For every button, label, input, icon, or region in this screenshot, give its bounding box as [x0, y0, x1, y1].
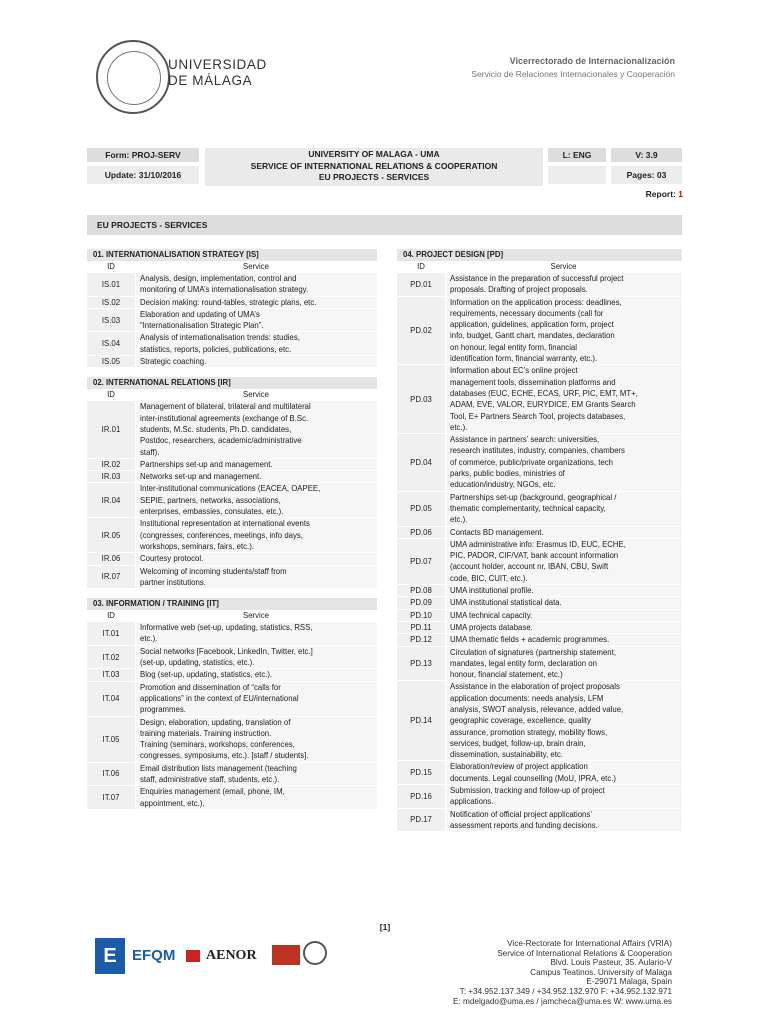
- service-description-line: staff).: [140, 447, 160, 457]
- service-id: IS.02: [87, 297, 135, 308]
- service-description-line: thematic complementarity, technical capacity,: [450, 503, 606, 513]
- service-description-line: application, guidelines, application form, project: [450, 320, 614, 330]
- service-description-line: UMA technical capacity.: [450, 610, 533, 620]
- service-id: IR.01: [87, 401, 135, 457]
- service-id: IT.02: [87, 646, 135, 669]
- service-description-line: Institutional representation at international events: [140, 519, 310, 529]
- service-column-header: Service: [243, 262, 269, 271]
- service-description: [136, 622, 377, 645]
- service-description-line: Partnerships set-up (background, geographical /: [450, 492, 617, 502]
- service-description-line: applications.: [450, 797, 494, 807]
- service-description-line: code, BIC, CUIT, etc.).: [450, 573, 528, 583]
- page-number: [1]: [379, 922, 391, 932]
- service-id: IT.07: [87, 786, 135, 809]
- service-description-line: inter-institutional agreements (exchange of B.Sc.: [140, 413, 309, 423]
- service-description: [446, 273, 682, 296]
- table-row: [397, 491, 682, 526]
- service-description-line: analysis, SWOT analysis, relevance, added value,: [450, 704, 624, 714]
- service-description-line: staff, administrative staff, students, etc.).: [140, 774, 280, 784]
- table-row: [87, 762, 377, 786]
- service-description: [446, 622, 682, 633]
- service-description-line: etc.).: [450, 515, 468, 525]
- service-description-line: Design, elaboration, updating, translation of: [140, 717, 291, 727]
- service-description-line: Decision making: round-tables, strategic plans, etc.: [140, 297, 317, 307]
- certification-logo: [272, 945, 300, 965]
- service-description: [446, 297, 682, 365]
- service-description: [446, 785, 682, 808]
- section-title: 04. PROJECT DESIGN [PD]: [397, 249, 682, 261]
- service-id: IT.06: [87, 763, 135, 786]
- table-row: [87, 668, 377, 680]
- service-description-line: services, budget, follow-up, brain drain,: [450, 738, 586, 748]
- table-row: [87, 308, 377, 332]
- service-section: [87, 377, 377, 588]
- service-description-line: Courtesy protocol.: [140, 554, 204, 564]
- service-description-line: Enquiries management (email, phone, IM,: [140, 787, 285, 797]
- service-description: [136, 786, 377, 809]
- service-description-line: ADAM, EVE, VALOR, EURYDICE, EM Grants Search: [450, 400, 636, 410]
- table-row: [87, 458, 377, 470]
- service-id: IR.03: [87, 471, 135, 482]
- service-description-line: Training (seminars, workshops, conferences,: [140, 740, 295, 750]
- service-description-line: enterprises, embassies, consulates, etc.).: [140, 507, 284, 517]
- service-id: IT.04: [87, 682, 135, 716]
- service-description-line: UMA administrative info: Erasmus ID, EUC, ECHE,: [450, 539, 626, 549]
- footer-address: [453, 939, 672, 1006]
- table-row: [87, 482, 377, 517]
- service-description-line: proposals. Drafting of project proposals.: [450, 285, 588, 295]
- university-seal: [96, 40, 170, 114]
- service-description: [446, 597, 682, 608]
- section-title: 01. INTERNATIONALISATION STRATEGY [IS]: [87, 249, 377, 261]
- table-row: [397, 272, 682, 296]
- service-description-line: (account holder, account nr, IBAN, CBU, Swift: [450, 562, 609, 572]
- service-section: [397, 249, 682, 831]
- service-description-line: etc.).: [450, 422, 468, 432]
- service-description-line: research institutes, industry, companies, chambers: [450, 446, 625, 456]
- service-section: [87, 598, 377, 809]
- table-row: [397, 621, 682, 633]
- service-description-line: applications” in the context of EU/international: [140, 693, 299, 703]
- table-row: [87, 785, 377, 809]
- service-description-line: Elaboration/review of project application: [450, 762, 588, 772]
- university-name-line2: DE MÁLAGA: [168, 73, 253, 88]
- service-description-line: documents. Legal counselling (MoU, IPRA, etc.): [450, 773, 616, 783]
- service-id: PD.09: [397, 597, 445, 608]
- service-description-line: Postdoc, researchers, academic/administrative: [140, 436, 302, 446]
- service-description-line: geographic coverage, excellence, quality: [450, 716, 591, 726]
- service-description: [446, 585, 682, 596]
- service-id: PD.16: [397, 785, 445, 808]
- id-column-header: ID: [107, 262, 115, 271]
- column-header-row: [397, 261, 682, 272]
- service-id: IS.04: [87, 332, 135, 355]
- service-description-line: Submission, tracking and follow-up of project: [450, 786, 605, 796]
- service-description-line: databases (EUC, ECHE, ECAS, URF, PIC, EMT, MT+,: [450, 388, 638, 398]
- service-id: IT.03: [87, 669, 135, 680]
- service-description-line: students, M.Sc. students, Ph.D. candidates,: [140, 424, 292, 434]
- service-description: [136, 669, 377, 680]
- service-description-line: Partnerships set-up and management.: [140, 459, 273, 469]
- footer-line: T: +34.952.137.349 / +34.952.132.970 F: +34.952.132.971: [459, 986, 672, 996]
- service-id: PD.11: [397, 622, 445, 633]
- service-description-line: Assistance in the elaboration of project proposals: [450, 682, 620, 692]
- service-section: [87, 249, 377, 367]
- service-description-line: Assistance in the preparation of successful project: [450, 274, 624, 283]
- section-title: 03. INFORMATION / TRAINING [IT]: [87, 598, 377, 610]
- service-description: [136, 646, 377, 669]
- update-date: Update: 31/10/2016: [87, 166, 199, 184]
- footer-line: Blvd. Louis Pasteur, 35. Aulario-V: [550, 958, 672, 968]
- table-row: [397, 633, 682, 645]
- service-description: [446, 647, 682, 681]
- service-id: IT.01: [87, 622, 135, 645]
- service-description-line: Blog (set-up, updating, statistics, etc.).: [140, 670, 273, 680]
- service-description-line: Informative web (set-up, updating, statistics, RSS,: [140, 623, 313, 633]
- table-row: [87, 296, 377, 308]
- footer-line: E: mdelgado@uma.es / jamcheca@uma.es W: www.uma.es: [453, 996, 672, 1006]
- service-description: [136, 553, 377, 564]
- table-row: [397, 760, 682, 784]
- table-row: [397, 364, 682, 433]
- service-id: PD.04: [397, 434, 445, 490]
- service-description: [446, 634, 682, 645]
- servicio-title: Servicio de Relaciones Internacionales y Cooperación: [471, 69, 675, 79]
- service-id: IT.05: [87, 717, 135, 762]
- service-id: PD.07: [397, 539, 445, 584]
- service-description: [136, 566, 377, 589]
- service-description: [446, 365, 682, 433]
- service-description-line: of commerce, public/private organizations, tech: [450, 457, 613, 467]
- service-description-line: Strategic coaching.: [140, 357, 207, 367]
- table-row: [87, 331, 377, 355]
- service-description-line: Analysis of internationalisation trends: studies,: [140, 333, 300, 343]
- service-description: [446, 761, 682, 784]
- language-code: L: ENG: [548, 148, 606, 162]
- footer-line: Campus Teatinos. University of Malaga: [530, 967, 672, 977]
- service-description-line: (set-up, updating, statistics, etc.).: [140, 658, 255, 668]
- service-description-line: monitoring of UMA’s internationalisation strategy.: [140, 285, 309, 295]
- service-description: [136, 297, 377, 308]
- footer-line: E-29071 Malaga, Spain: [586, 977, 672, 987]
- service-description-line: UMA institutional statistical data.: [450, 598, 562, 608]
- table-row: [397, 584, 682, 596]
- table-row: [397, 646, 682, 681]
- form-code: Form: PROJ-SERV: [87, 148, 199, 162]
- footer-line: Vice-Rectorate for International Affairs (VRIA): [507, 939, 672, 948]
- service-description: [136, 471, 377, 482]
- service-id: PD.08: [397, 585, 445, 596]
- version-code: V: 3.9: [611, 148, 682, 162]
- section-bar: EU PROJECTS - SERVICES: [87, 215, 682, 235]
- service-id: IS.05: [87, 356, 135, 367]
- table-row: [397, 296, 682, 365]
- service-description-line: application documents: needs analysis, LFM: [450, 693, 604, 703]
- service-description: [136, 401, 377, 457]
- table-row: [87, 645, 377, 669]
- vicerrectorado-title: Vicerrectorado de Internacionalización: [509, 56, 675, 66]
- table-row: [87, 681, 377, 716]
- title-line1: UNIVERSITY OF MALAGA - UMA: [308, 149, 440, 159]
- service-description-line: (congresses, conferences, meetings, info days,: [140, 530, 303, 540]
- table-row: [87, 552, 377, 564]
- document-title-box: [205, 148, 543, 186]
- service-description-line: SEPIE, partners, networks, associations,: [140, 495, 281, 505]
- column-header-row: [87, 389, 377, 400]
- certification-seal: [303, 941, 327, 965]
- service-column-header: Service: [243, 611, 269, 621]
- service-id: IR.06: [87, 553, 135, 564]
- table-row: [87, 272, 377, 296]
- service-id: PD.17: [397, 809, 445, 832]
- service-description-line: Information on the application process: deadlines,: [450, 297, 622, 307]
- service-description-line: Assistance in partners’ search: universities,: [450, 435, 600, 445]
- service-description-line: UMA thematic fields + academic programmes.: [450, 635, 610, 645]
- service-description-line: Elaboration and updating of UMA’s: [140, 309, 260, 319]
- service-description-line: identification form, financial warranty, etc.).: [450, 354, 598, 364]
- service-description-line: Welcoming of incoming students/staff from: [140, 566, 287, 576]
- table-row: [397, 538, 682, 584]
- table-row: [87, 565, 377, 589]
- service-description-line: UMA institutional profile.: [450, 586, 534, 596]
- service-description-line: requirements, necessary documents (call for: [450, 308, 604, 318]
- service-description-line: Analysis, design, implementation, control and: [140, 274, 297, 283]
- service-id: IS.01: [87, 273, 135, 296]
- service-id: PD.02: [397, 297, 445, 365]
- service-description: [136, 518, 377, 552]
- service-description-line: Networks set-up and management.: [140, 472, 262, 482]
- service-description-line: etc.).: [140, 634, 158, 644]
- service-description: [446, 681, 682, 760]
- table-row: [397, 784, 682, 808]
- table-row: [397, 526, 682, 538]
- left-column: [87, 249, 377, 809]
- service-description-line: UMA projects database.: [450, 622, 533, 632]
- service-description-line: assessment reports and funding decisions.: [450, 820, 598, 830]
- page-count: Pages: 03: [611, 166, 682, 184]
- id-column-header: ID: [107, 390, 115, 400]
- service-description-line: Contacts BD management.: [450, 527, 544, 537]
- service-description-line: parks, public bodies, ministries of: [450, 469, 565, 479]
- service-description: [136, 273, 377, 296]
- service-description-line: congresses, symposiums, etc.). [staff / students].: [140, 751, 309, 761]
- service-description-line: Email distribution lists management (teaching: [140, 763, 297, 773]
- service-description-line: Information about EC’s online project: [450, 366, 578, 376]
- service-description-line: Inter-institutional communications (EACEA, OAPEE,: [140, 484, 321, 494]
- uma-e-logo: E: [95, 938, 125, 974]
- column-header-row: [87, 261, 377, 272]
- service-id: PD.05: [397, 492, 445, 526]
- section-title: 02. INTERNATIONAL RELATIONS [IR]: [87, 377, 377, 389]
- service-description-line: Promotion and dissemination of “calls for: [140, 682, 281, 692]
- service-description: [446, 527, 682, 538]
- service-description: [446, 434, 682, 490]
- service-description-line: Circulation of signatures (partnership statement,: [450, 647, 616, 657]
- service-description-line: PIC, PADOR, CIF/VAT, bank account information: [450, 551, 619, 561]
- service-id: PD.14: [397, 681, 445, 760]
- aenor-logo: AENOR: [206, 948, 257, 963]
- title-line2: SERVICE OF INTERNATIONAL RELATIONS & COOPERATION: [250, 160, 498, 171]
- table-row: [87, 400, 377, 457]
- service-description: [136, 483, 377, 517]
- service-description: [136, 309, 377, 332]
- service-description-line: education/industry, NGOs, etc.: [450, 480, 556, 490]
- service-id: PD.13: [397, 647, 445, 681]
- footer-line: Service of International Relations & Cooperation: [497, 948, 672, 958]
- efqm-red-mark: [186, 950, 200, 962]
- service-description-line: honour, financial statement, etc.): [450, 670, 563, 680]
- table-row: [87, 716, 377, 762]
- service-description-line: partner institutions.: [140, 577, 206, 587]
- service-description: [136, 717, 377, 762]
- id-column-header: ID: [417, 262, 425, 271]
- service-column-header: Service: [550, 262, 577, 271]
- service-description: [136, 682, 377, 716]
- university-name-line1: UNIVERSIDAD: [168, 57, 267, 72]
- service-description-line: workshops, seminars, fairs, etc.).: [140, 541, 254, 551]
- service-column-header: Service: [243, 390, 269, 400]
- service-description: [136, 459, 377, 470]
- service-description-line: appointment, etc.).: [140, 798, 205, 808]
- service-id: PD.15: [397, 761, 445, 784]
- table-row: [87, 517, 377, 552]
- service-id: IR.07: [87, 566, 135, 589]
- table-row: [87, 470, 377, 482]
- service-description: [136, 332, 377, 355]
- service-description-line: dissemination, sustainability, etc.: [450, 750, 563, 760]
- service-description-line: mandates, legal entity form, declaration on: [450, 658, 597, 668]
- report-number: Report: 1: [645, 189, 683, 199]
- column-header-row: [87, 610, 377, 621]
- service-id: PD.01: [397, 273, 445, 296]
- table-row: [397, 680, 682, 760]
- service-id: PD.12: [397, 634, 445, 645]
- right-column: [397, 249, 682, 831]
- service-description-line: on honour, legal entity form, financial: [450, 342, 577, 352]
- language-blank: [548, 166, 606, 184]
- service-description-line: training materials. Training instruction.: [140, 728, 272, 738]
- table-row: [397, 596, 682, 608]
- service-description-line: info, budget, Gantt chart, mandates, declaration: [450, 331, 615, 341]
- service-id: PD.10: [397, 610, 445, 621]
- service-description-line: Management of bilateral, trilateral and multilateral: [140, 402, 311, 412]
- service-description: [136, 356, 377, 367]
- service-id: IR.04: [87, 483, 135, 517]
- table-row: [87, 621, 377, 645]
- service-description-line: programmes.: [140, 705, 186, 715]
- service-description: [446, 492, 682, 526]
- service-description-line: Tool, E+ Partners Search Tool, projects databases,: [450, 411, 626, 421]
- service-description: [136, 763, 377, 786]
- service-description-line: Notification of official project applications’: [450, 809, 593, 819]
- service-id: PD.06: [397, 527, 445, 538]
- service-description: [446, 610, 682, 621]
- id-column-header: ID: [107, 611, 115, 621]
- title-line3: EU PROJECTS - SERVICES: [318, 172, 430, 182]
- table-row: [397, 808, 682, 832]
- service-id: IR.02: [87, 459, 135, 470]
- service-description-line: management tools, dissemination platforms and: [450, 377, 616, 387]
- service-description: [446, 809, 682, 832]
- service-id: PD.03: [397, 365, 445, 433]
- service-id: IR.05: [87, 518, 135, 552]
- service-id: IS.03: [87, 309, 135, 332]
- service-description-line: “Internationalisation Strategic Plan”.: [140, 321, 264, 331]
- service-description-line: statistics, reports, policies, publications, etc.: [140, 344, 292, 354]
- efqm-logo: EFQM: [132, 947, 176, 964]
- service-description: [446, 539, 682, 584]
- service-description-line: assurance, promotion strategy, mobility flows,: [450, 727, 608, 737]
- table-row: [87, 355, 377, 367]
- table-row: [397, 433, 682, 490]
- service-description-line: Social networks [Facebook, LinkedIn, Twitter, etc.]: [140, 646, 313, 656]
- table-row: [397, 609, 682, 621]
